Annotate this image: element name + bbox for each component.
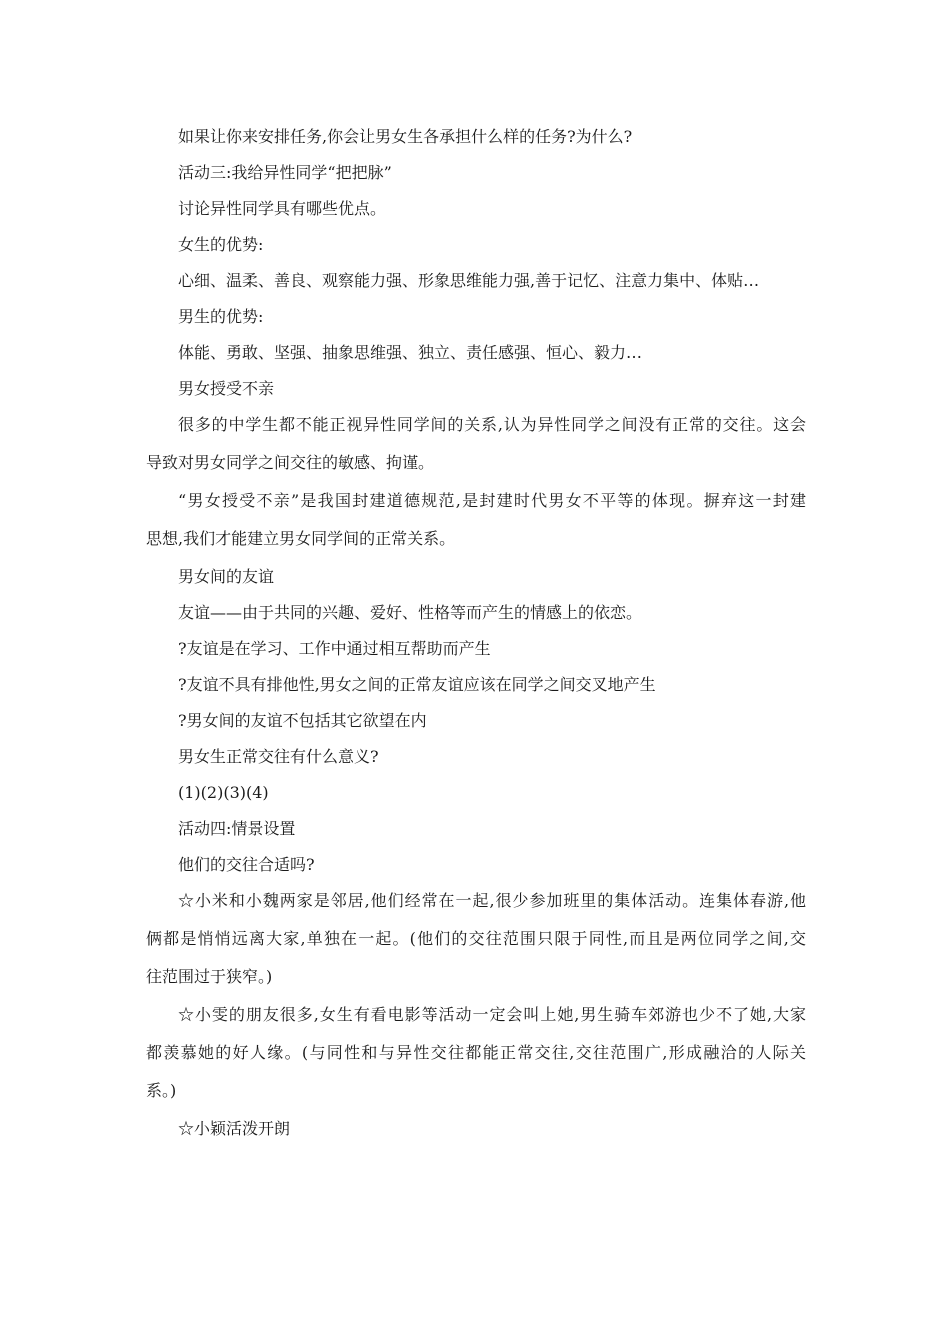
text-line: 男女生正常交往有什么意义?: [178, 747, 379, 766]
list-item: ?男女间的友谊不包括其它欲望在内: [178, 711, 427, 730]
text-line: ☆小米和小魏两家是邻居,他们经常在一起,很少参加班里的集体活动。连集体春游,他: [178, 891, 806, 910]
text-line: 导致对男女同学之间交往的敏感、拘谨。: [146, 453, 435, 472]
section-heading: 男女授受不亲: [178, 379, 275, 398]
text-line: 如果让你来安排任务,你会让男女生各承担什么样的任务?为什么?: [178, 127, 633, 146]
text-line: 很多的中学生都不能正视异性同学间的关系,认为异性同学之间没有正常的交往。这会: [178, 415, 806, 434]
text-line: 活动四:情景设置: [178, 819, 296, 838]
text-line: 系。): [146, 1081, 177, 1100]
text-line: 都羡慕她的好人缘。(与同性和与异性交往都能正常交往,交往范围广,形成融洽的人际关: [146, 1043, 806, 1062]
text-line: 友谊——由于共同的兴趣、爱好、性格等而产生的情感上的依恋。: [178, 603, 643, 622]
text-line: 体能、勇敢、坚强、抽象思维强、独立、责任感强、恒心、毅力…: [178, 343, 643, 362]
text-line: 他们的交往合适吗?: [178, 855, 315, 874]
text-line: 男生的优势:: [178, 307, 264, 326]
text-line: “男女授受不亲”是我国封建道德规范,是封建时代男女不平等的体现。摒弃这一封建: [178, 491, 806, 510]
list-item: ?友谊不具有排他性,男女之间的正常友谊应该在同学之间交叉地产生: [178, 675, 656, 694]
list-item: ?友谊是在学习、工作中通过相互帮助而产生: [178, 639, 491, 658]
text-line: ☆小雯的朋友很多,女生有看电影等活动一定会叫上她,男生骑车郊游也少不了她,大家: [178, 1005, 806, 1024]
text-line: ☆小颖活泼开朗: [178, 1119, 291, 1138]
text-line: (1)(2)(3)(4): [178, 783, 269, 802]
text-line: 俩都是悄悄远离大家,单独在一起。(他们的交往范围只限于同性,而且是两位同学之间,交: [146, 929, 806, 948]
text-line: 思想,我们才能建立男女同学间的正常关系。: [146, 529, 456, 548]
text-line: 心细、温柔、善良、观察能力强、形象思维能力强,善于记忆、注意力集中、体贴…: [178, 271, 760, 290]
text-line: 往范围过于狭窄。): [146, 967, 273, 986]
text-line: 活动三:我给异性同学“把把脉”: [178, 163, 392, 182]
section-heading: 男女间的友谊: [178, 567, 275, 586]
text-line: 讨论异性同学具有哪些优点。: [178, 199, 387, 218]
text-line: 女生的优势:: [178, 235, 264, 254]
